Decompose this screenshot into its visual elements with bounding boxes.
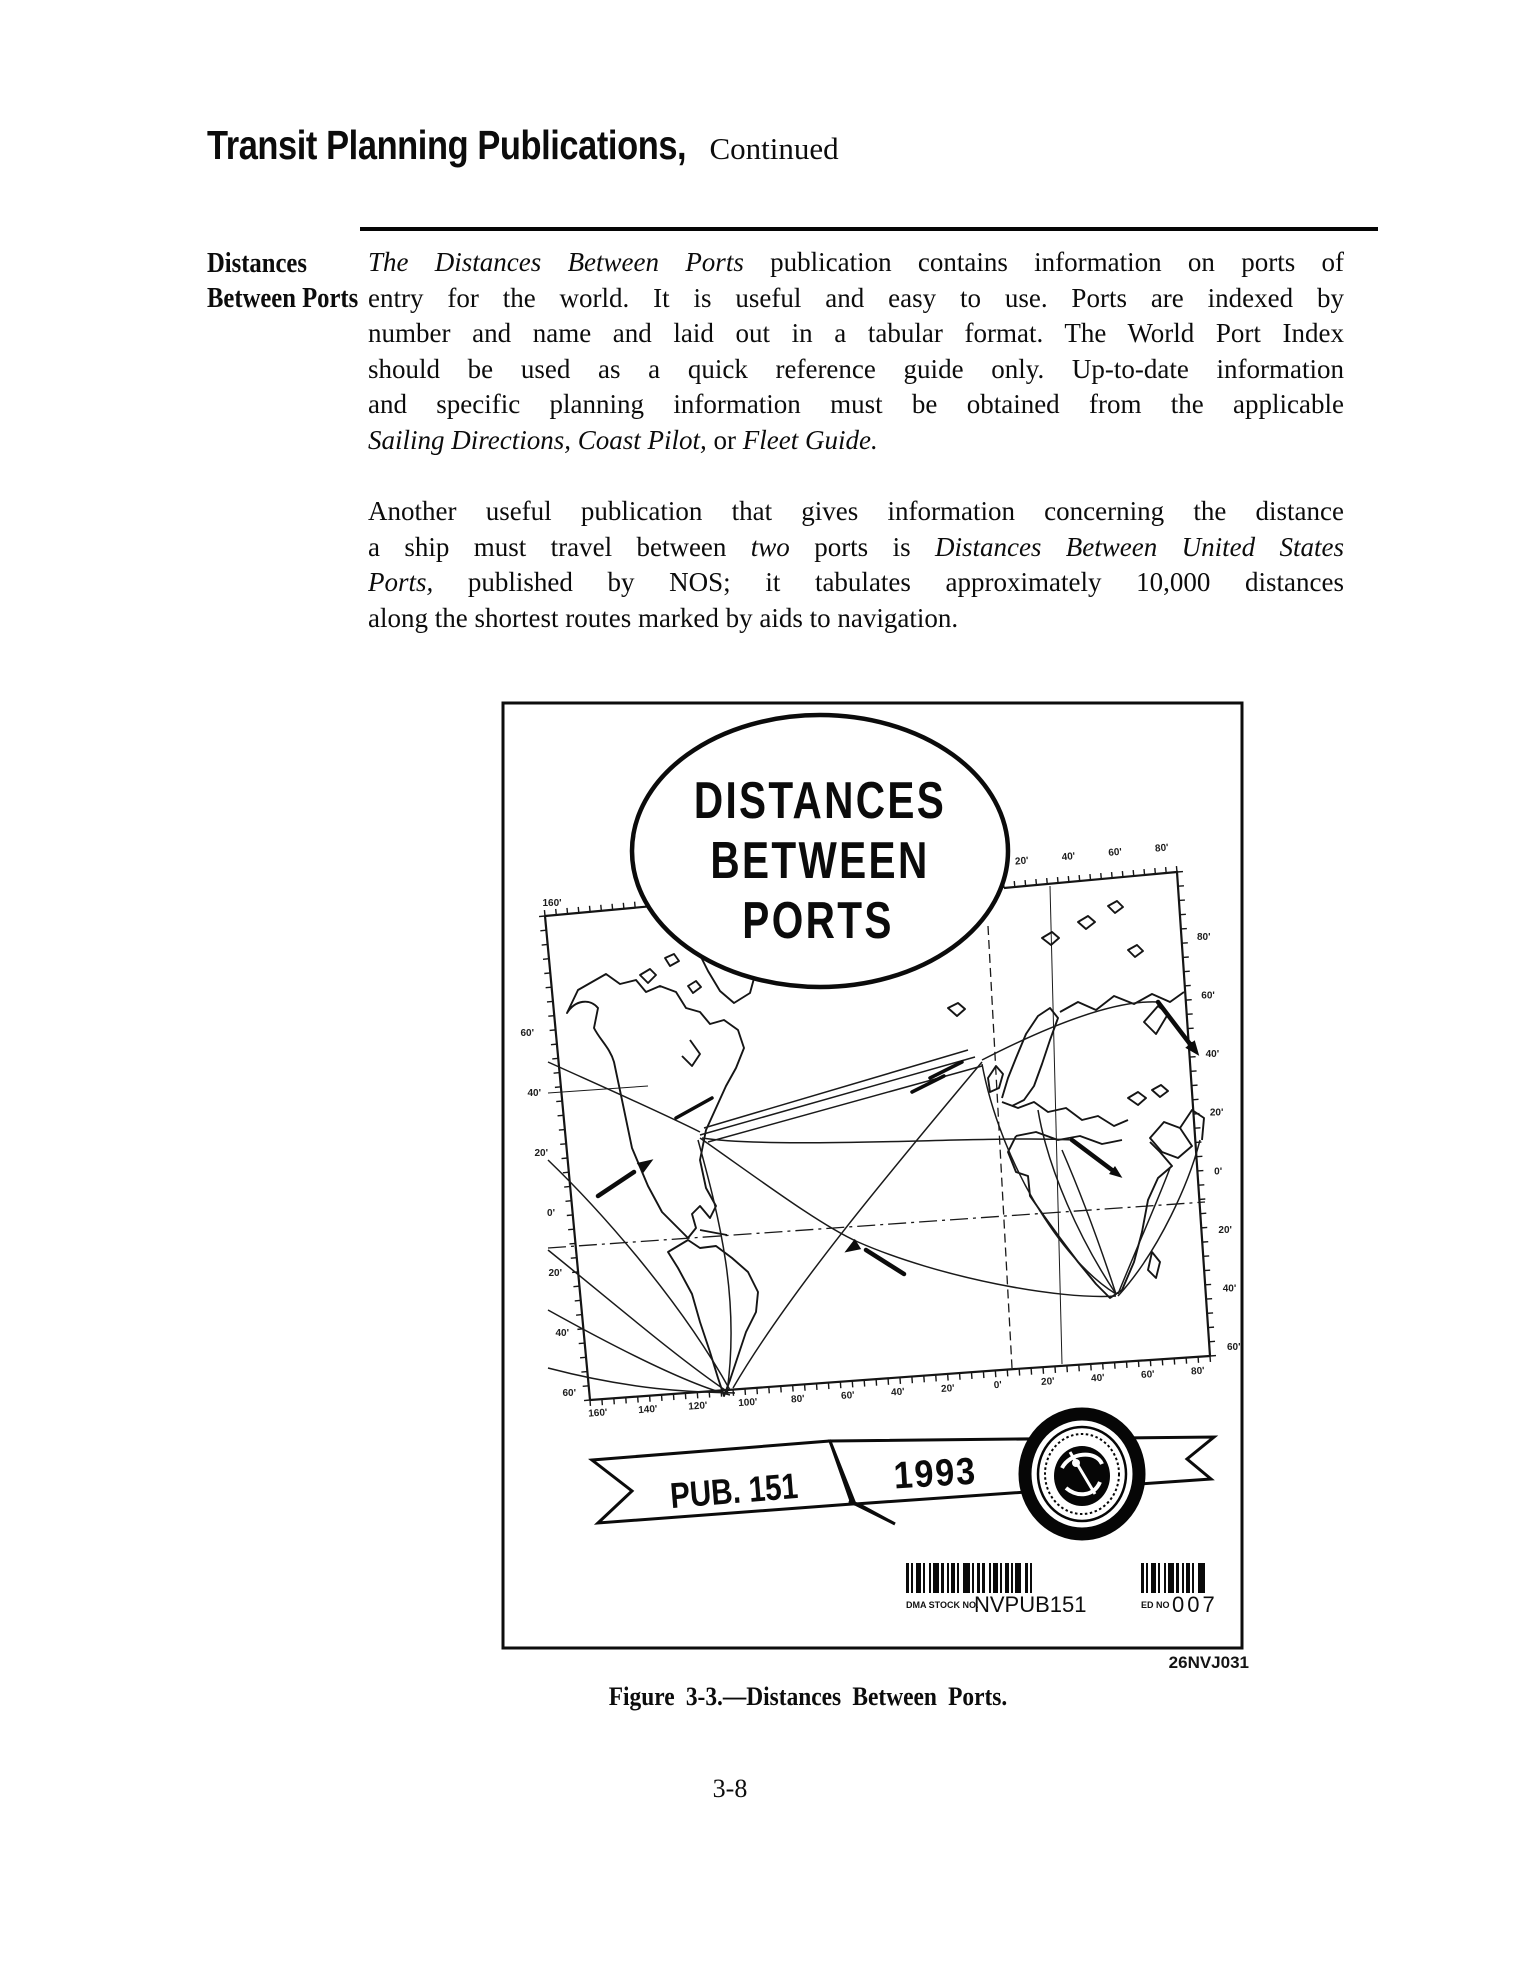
body-line: entry for the world. It is useful and easy to use. Ports are indexed by	[368, 282, 1344, 313]
body-line: Ports, published by NOS; it tabulates approximately 10,000 distances	[368, 567, 1344, 597]
map-degree-label: 140'	[637, 1403, 658, 1417]
map-degree-label: 120'	[687, 1400, 708, 1413]
cover-title-line1: DISTANCES	[693, 771, 947, 830]
map-degree-label: 80'	[790, 1393, 805, 1406]
cover-title-line3: PORTS	[742, 891, 894, 950]
map-degree-label: 60'	[1140, 1369, 1155, 1381]
map-degree-label: 40'	[1061, 851, 1076, 864]
scan-code: 26NVJ031	[1168, 1653, 1249, 1672]
map-degree-label: 40'	[1222, 1283, 1237, 1295]
paragraph	[368, 494, 1344, 636]
body-line: The Distances Between Ports publication contains information on ports of	[368, 247, 1344, 277]
body-line: and specific planning information must be obtained from the applicable	[368, 389, 1344, 419]
map-degree-label: 40'	[1090, 1372, 1105, 1385]
cover-title-line2: BETWEEN	[710, 831, 930, 890]
map-degree-label: 80'	[1190, 1365, 1205, 1378]
sidebar-label	[207, 246, 358, 316]
paragraph	[368, 245, 1344, 458]
page-number: 3-8	[712, 1774, 748, 1803]
stock-label: DMA STOCK NO.	[906, 1600, 979, 1610]
cover-title-ellipse	[632, 715, 1008, 987]
map-degree-label: 0'	[1214, 1166, 1223, 1178]
map-degree-label: 0'	[547, 1208, 555, 1219]
figure-cover-scan	[488, 690, 1262, 1682]
map-degree-label: 160'	[587, 1407, 608, 1420]
year-label: 1993	[892, 1448, 979, 1497]
map-degree-label: 100'	[737, 1396, 758, 1410]
map-degree-label: 160'	[542, 898, 562, 909]
map-degree-label: 20'	[1218, 1224, 1232, 1236]
map-degree-label: 60'	[1227, 1342, 1241, 1353]
map-degree-label: 60'	[840, 1390, 855, 1402]
sidebar-label-line2: Between Ports	[207, 283, 359, 314]
map-degree-label: 20'	[940, 1383, 955, 1395]
map-degree-label: 0'	[993, 1379, 1003, 1392]
agency-seal	[1025, 1414, 1139, 1534]
map-degree-label: 60'	[1107, 846, 1123, 859]
body-line: Another useful publication that gives information concerning the distance	[368, 496, 1344, 526]
map-degree-label: 20'	[1014, 855, 1029, 868]
body-line: Sailing Directions, Coast Pilot, or Fleet Guide.	[368, 424, 878, 455]
map-degree-label: 60'	[1201, 990, 1215, 1002]
body-paragraphs	[368, 245, 1344, 636]
figure-caption: Figure 3-3.—Distances Between Ports.	[608, 1682, 1008, 1711]
body-line: should be used as a quick reference guide only. Up-to-date information	[368, 353, 1344, 384]
page-title-continued: Continued	[709, 131, 839, 166]
map-degree-label: 60'	[520, 1028, 534, 1039]
stock-number: NVPUB151	[974, 1592, 1087, 1617]
map-degree-label: 80'	[1154, 842, 1169, 855]
map-degree-label: 40'	[890, 1386, 905, 1399]
page-title	[207, 122, 839, 169]
map-degree-label: 40'	[527, 1088, 541, 1099]
edition-label: ED NO	[1141, 1600, 1170, 1610]
pub-number-label: PUB. 151	[668, 1465, 800, 1516]
sidebar-label-line1: Distances	[207, 248, 307, 279]
map-degree-label: 20'	[534, 1148, 548, 1159]
body-line: a ship must travel between two ports is Distances Between United States	[368, 531, 1344, 562]
map-degree-label: 20'	[548, 1268, 562, 1279]
map-degree-label: 20'	[1040, 1376, 1055, 1388]
map-degree-label: 40'	[1205, 1049, 1220, 1061]
map-degree-label: 20'	[1209, 1107, 1224, 1119]
header-rule	[360, 227, 1378, 231]
page-title-main: Transit Planning Publications,	[207, 122, 687, 168]
body-line: number and name and laid out in a tabular format. The World Port Index	[368, 318, 1344, 348]
edition-number: 007	[1172, 1592, 1218, 1617]
map-degree-label: 60'	[562, 1388, 576, 1399]
body-line: along the shortest routes marked by aids to navigation.	[368, 602, 959, 633]
map-degree-label: 80'	[1197, 932, 1211, 943]
map-degree-label: 40'	[555, 1328, 569, 1339]
